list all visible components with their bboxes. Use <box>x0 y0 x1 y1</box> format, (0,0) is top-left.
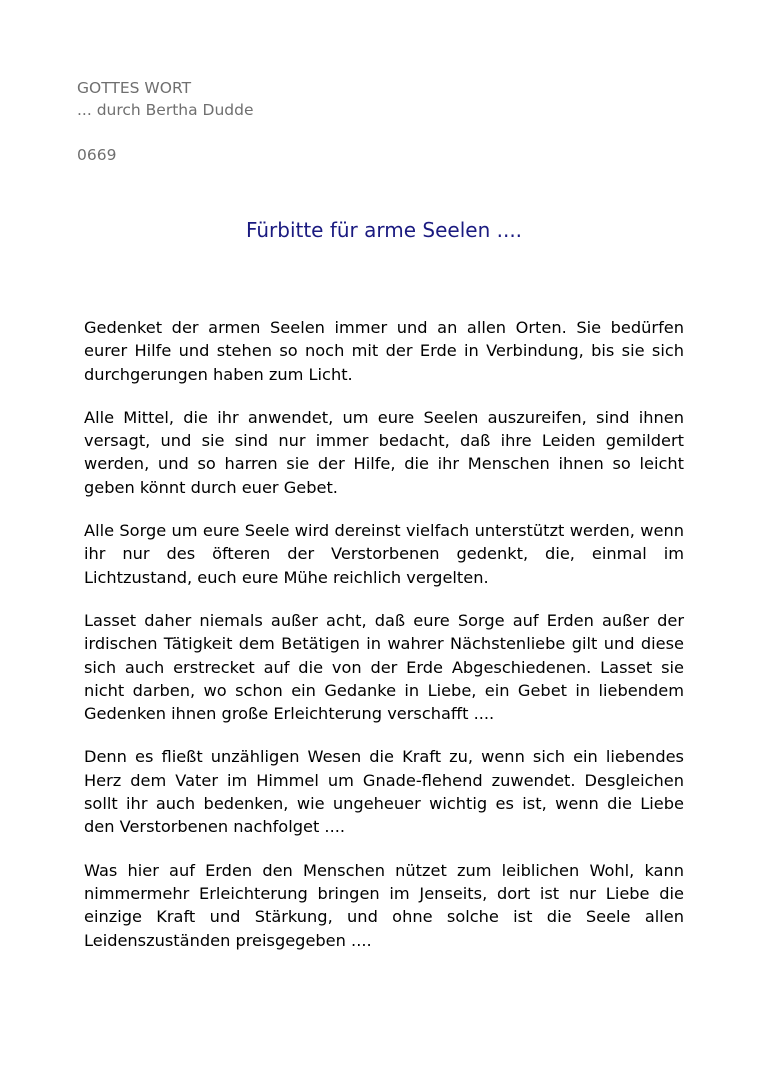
page-title: Fürbitte für arme Seelen .... <box>245 218 523 242</box>
paragraph-5: Denn es fließt unzähligen Wesen die Kraft zu, wenn sich ein liebendes Herz dem Vater im Himmel um Gnade-flehend zuwendet. Desgleichen sollt ihr auch bedenken, wie ungeheuer wichtig es ist, wenn die Liebe den Verstorbenen nachfolget .... <box>84 747 684 837</box>
paragraph-2: Alle Mittel, die ihr anwendet, um eure Seelen auszureifen, sind ihnen versagt, und sie sind nur immer bedacht, daß ihre Leiden gemildert werden, und so harren sie der Hilfe, die ihr Menschen ihnen so leicht geben könnt durch euer Gebet. <box>84 407 684 497</box>
document-header <box>77 77 254 121</box>
document-body <box>84 316 684 972</box>
paragraph-3: Alle Sorge um eure Seele wird dereinst vielfach unterstützt werden, wenn ihr nur des öfteren der Verstorbenen gedenkt, die, einmal im Lichtzustand, euch eure Mühe reichlich vergelten. <box>84 521 684 587</box>
paragraph-1: Gedenket der armen Seelen immer und an allen Orten. Sie bedürfen eurer Hilfe und stehen so noch mit der Erde in Verbindung, bis sie sich durchgerungen haben zum Licht. <box>84 318 684 384</box>
document-number: 0669 <box>77 146 117 164</box>
header-author: ... durch Bertha Dudde <box>77 101 254 119</box>
paragraph-6: Was hier auf Erden den Menschen nützet zum leiblichen Wohl, kann nimmermehr Erleichterung bringen im Jenseits, dort ist nur Liebe die einzige Kraft und Stärkung, und ohne solche ist die Seele allen Leidenszuständen preisgegeben .... <box>84 860 684 950</box>
paragraph-4: Lasset daher niemals außer acht, daß eure Sorge auf Erden außer der irdischen Tätigkeit dem Betätigen in wahrer Nächstenliebe gilt und diese sich auch erstrecket auf die von der Erde Abgeschiedenen. Lasset sie nicht darben, wo schon ein Gedanke in Liebe, ein Gebet in liebendem Gedenken ihnen große Erleichterung verschafft .... <box>84 610 684 724</box>
header-series-title: GOTTES WORT <box>77 79 192 97</box>
